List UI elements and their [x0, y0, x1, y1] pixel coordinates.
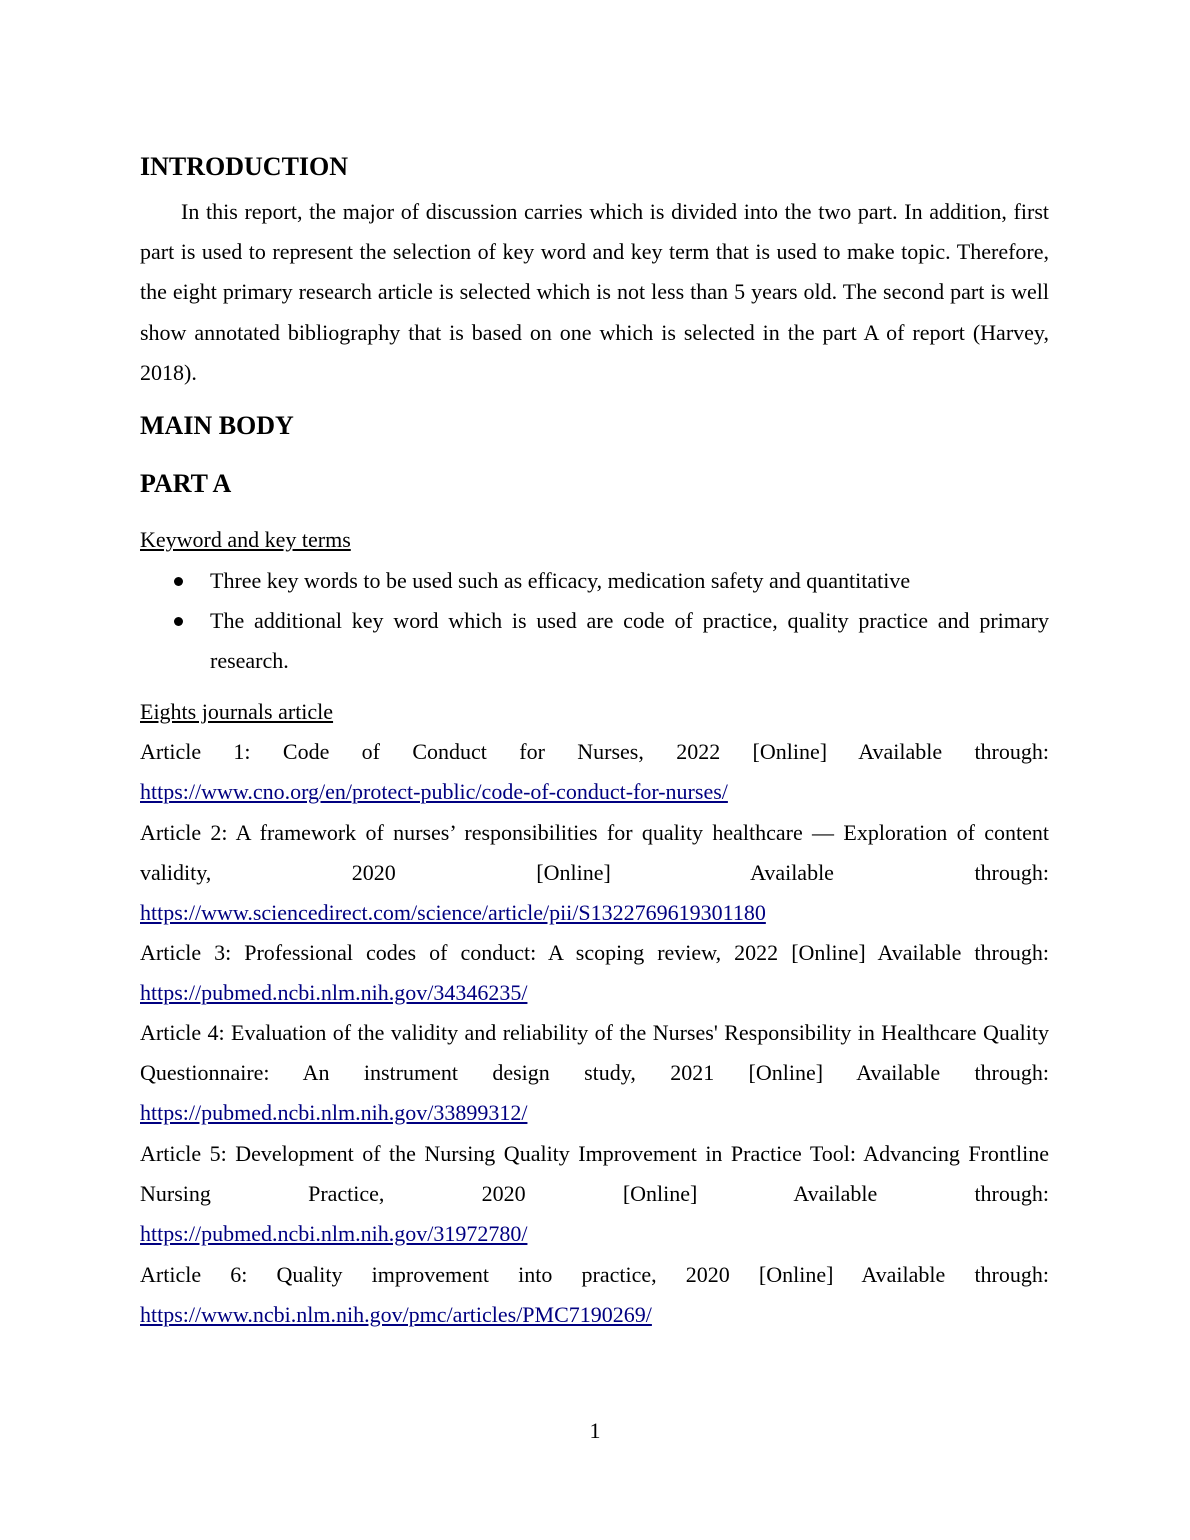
article-entry — [140, 732, 1049, 812]
bullet-item — [140, 601, 1049, 681]
article-entry — [140, 1134, 1049, 1255]
journals-subheading: Eights journals article — [140, 699, 334, 724]
article-link[interactable]: https://www.cno.org/en/protect-public/code-of-conduct-for-nurses/ — [140, 779, 728, 805]
article-link[interactable]: https://www.ncbi.nlm.nih.gov/pmc/articles/PMC7190269/ — [140, 1302, 652, 1328]
article-text: Article 4: Evaluation of the validity and reliability of the Nurses' Responsibility in Healthcare Quality Questionnaire: An instrument design study, 2021 [Online] Available through: — [140, 1020, 1049, 1086]
article-link[interactable]: https://www.sciencedirect.com/science/article/pii/S1322769619301180 — [140, 900, 766, 926]
introduction-paragraph: In this report, the major of discussion carries which is divided into the two part. In addition, first part is used to represent the selection of key word and key term that is used to make topic. Therefore, the eight primary research article is selected which is not less than 5 years old. The second part is well show annotated bibliography that is based on one which is selected in the part A of report (Harvey, 2018). — [140, 199, 1049, 385]
introduction-heading: INTRODUCTION — [140, 152, 349, 181]
article-link[interactable]: https://pubmed.ncbi.nlm.nih.gov/31972780/ — [140, 1221, 528, 1247]
article-link[interactable]: https://pubmed.ncbi.nlm.nih.gov/34346235/ — [140, 980, 528, 1006]
bullet-item — [140, 561, 1049, 601]
article-entry — [140, 813, 1049, 934]
keywords-subheading: Keyword and key terms — [140, 527, 351, 552]
article-link[interactable]: https://pubmed.ncbi.nlm.nih.gov/33899312/ — [140, 1100, 528, 1126]
bullet-dot-icon — [174, 577, 183, 586]
article-text: Article 1: Code of Conduct for Nurses, 2022 [Online] Available through: — [140, 739, 1049, 764]
part-a-heading: PART A — [140, 469, 232, 498]
main-body-heading: MAIN BODY — [140, 411, 294, 440]
bullet-text: Three key words to be used such as efficacy, medication safety and quantitative — [210, 568, 911, 593]
article-text: Article 2: A framework of nurses’ responsibilities for quality healthcare — Exploration of content validity, 2020 [Online] Available through: — [140, 820, 1049, 886]
article-entry — [140, 1255, 1049, 1335]
article-entry — [140, 933, 1049, 1013]
bullet-text: The additional key word which is used are code of practice, quality practice and primary research. — [210, 608, 1049, 673]
article-text: Article 6: Quality improvement into practice, 2020 [Online] Available through: — [140, 1262, 1049, 1287]
article-text: Article 3: Professional codes of conduct: A scoping review, 2022 [Online] Available through: — [140, 940, 1049, 965]
article-entry — [140, 1013, 1049, 1134]
bullet-dot-icon — [174, 617, 183, 626]
keyword-bullet-list — [140, 561, 1049, 681]
page-number: 1 — [589, 1418, 601, 1443]
article-text: Article 5: Development of the Nursing Quality Improvement in Practice Tool: Advancing Frontline Nursing Practice, 2020 [Online] Available through: — [140, 1141, 1049, 1207]
